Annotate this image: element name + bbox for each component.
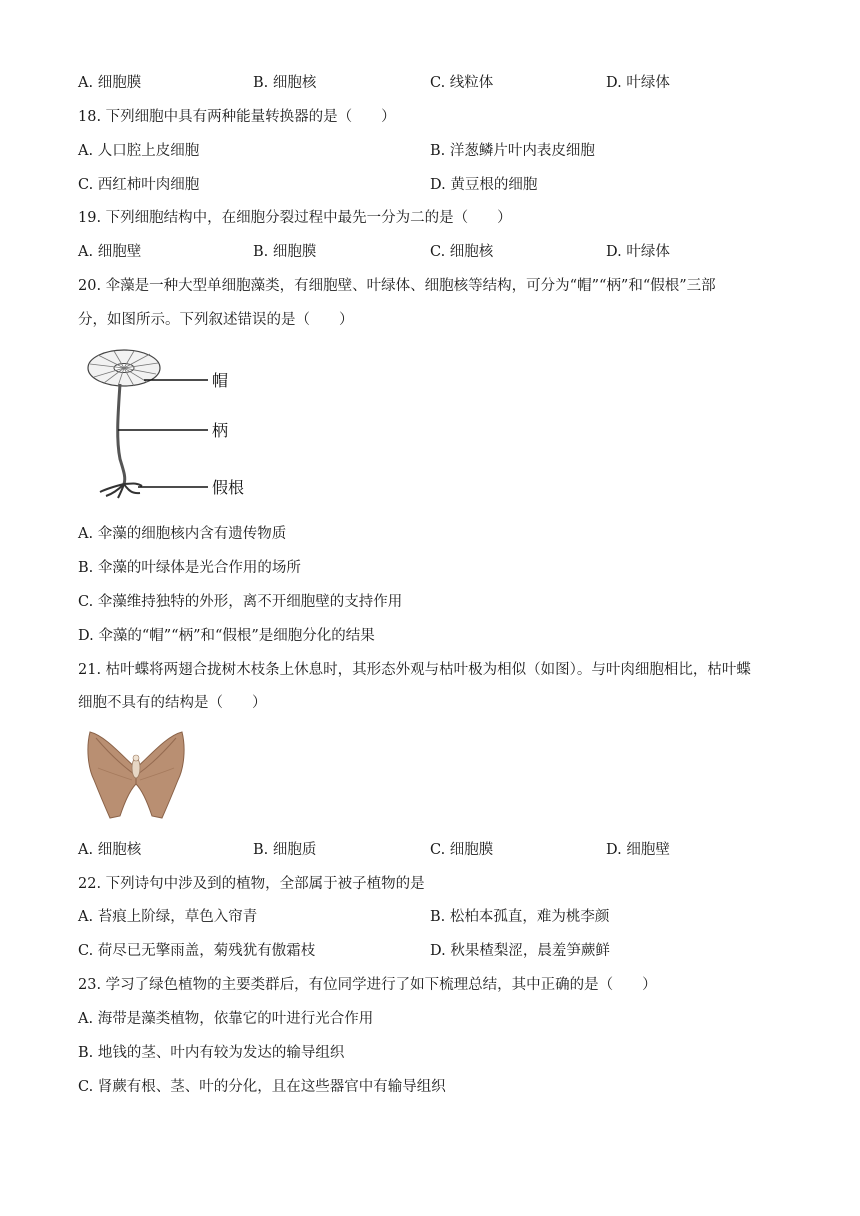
q17-option-b: B. 细胞核: [253, 75, 317, 91]
q18-option-b: B. 洋葱鳞片叶内表皮细胞: [430, 143, 595, 159]
q19-option-d: D. 叶绿体: [606, 244, 670, 260]
q19-option-a: A. 细胞壁: [78, 244, 142, 260]
q23-option-a: A. 海带是藻类植物，依靠它的叶进行光合作用: [78, 1011, 374, 1027]
q22-option-c: C. 荷尽已无擎雨盖，菊残犹有傲霜枝: [78, 943, 316, 959]
q22-option-a: A. 苔痕上阶绿，草色入帘青: [78, 909, 258, 925]
q19-option-c: C. 细胞核: [430, 244, 494, 260]
q22-option-b: B. 松柏本孤直，难为桃李颜: [430, 909, 610, 925]
q17-option-a: A. 细胞膜: [78, 75, 142, 91]
leaf-butterfly-photo: [84, 728, 188, 824]
q23-option-c: C. 肾蕨有根、茎、叶的分化，且在这些器官中有输导组织: [78, 1079, 446, 1095]
q20-option-d: D. 伞藻的“帽”“柄”和“假根”是细胞分化的结果: [78, 628, 375, 644]
stalk-shape: [118, 384, 125, 484]
q18-option-c: C. 西红柿叶肉细胞: [78, 177, 200, 193]
q17-option-c: C. 线粒体: [430, 75, 494, 91]
q18-stem: 18. 下列细胞中具有两种能量转换器的是（ ）: [78, 109, 396, 125]
q20-option-c: C. 伞藻维持独特的外形，离不开细胞壁的支持作用: [78, 594, 403, 610]
q18-option-d: D. 黄豆根的细胞: [430, 177, 538, 193]
q20-option-b: B. 伞藻的叶绿体是光合作用的场所: [78, 560, 301, 576]
q23-stem: 23. 学习了绿色植物的主要类群后，有位同学进行了如下梳理总结，其中正确的是（ ）: [78, 977, 657, 993]
q21-option-c: C. 细胞膜: [430, 842, 494, 858]
acetabularia-figure: [84, 344, 254, 504]
q21-stem-line1: 21. 枯叶蝶将两翅合拢树木枝条上休息时，其形态外观与枯叶极为相似（如图）。与叶肉细胞相比，枯叶蝶: [78, 662, 751, 678]
q21-option-a: A. 细胞核: [78, 842, 142, 858]
q19-stem: 19. 下列细胞结构中，在细胞分裂过程中最先一分为二的是（ ）: [78, 210, 512, 226]
q22-stem: 22. 下列诗句中涉及到的植物，全部属于被子植物的是: [78, 876, 425, 892]
q17-option-d: D. 叶绿体: [606, 75, 670, 91]
q20-option-a: A. 伞藻的细胞核内含有遗传物质: [78, 526, 287, 542]
q22-option-d: D. 秋果楂梨涩，晨羞笋蕨鲜: [430, 943, 610, 959]
q20-stem-line2: 分，如图所示。下列叙述错误的是（ ）: [78, 312, 354, 328]
label-rhizoid: 假根: [212, 478, 245, 497]
q19-option-b: B. 细胞膜: [253, 244, 317, 260]
rhizoid-shape: [100, 484, 142, 499]
label-cap: 帽: [212, 371, 229, 390]
q18-option-a: A. 人口腔上皮细胞: [78, 143, 200, 159]
q20-stem-line1: 20. 伞藻是一种大型单细胞藻类，有细胞壁、叶绿体、细胞核等结构，可分为“帽”“柄”和“假根”三部: [78, 278, 716, 294]
q23-option-b: B. 地钱的茎、叶内有较为发达的输导组织: [78, 1045, 345, 1061]
q21-option-d: D. 细胞壁: [606, 842, 670, 858]
label-stalk: 柄: [212, 421, 229, 440]
q21-stem-line2: 细胞不具有的结构是（ ）: [78, 695, 267, 711]
q21-option-b: B. 细胞质: [253, 842, 317, 858]
